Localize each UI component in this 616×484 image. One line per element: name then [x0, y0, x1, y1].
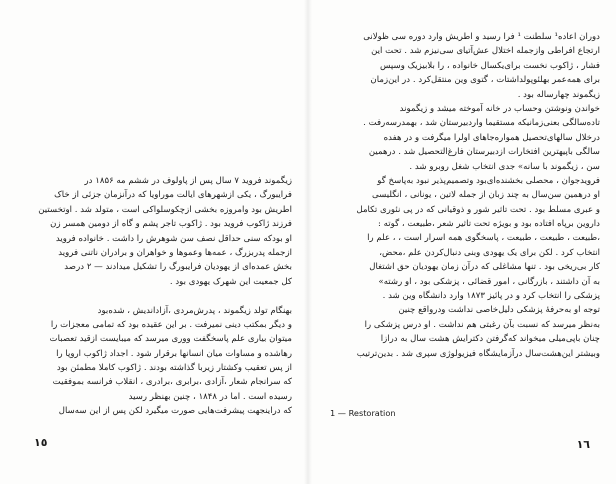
text-line: فرزند ژاکوب فروید بود . ژاکوب تاجر پشم و گاه از دومین همسر زن [50, 219, 292, 230]
text-line: به‌نظر میرسد که نسبت بآن رغبتی هم نداشت . او درس پزشکی را [364, 319, 600, 330]
text-line: ارتجاع افراطی وازجمله اختلال عش‌آتیای سی‌نیزم شد . تحت این [371, 46, 600, 57]
text-line: ،طبیعت ، طبیعت ، طبیعت ، پاسخگوی همه‌ اسرار است ، ، علم را [367, 233, 600, 244]
text-line: فشار ، ژاکوب نخست برای‌یکسال خانواده ، را بلابیزیک وسپس [379, 60, 600, 71]
text-line: رهاشده و مساوات میان انسانها برقرار شود . اجداد ژاکوب اروپا را [56, 348, 292, 359]
text-line [24, 289, 292, 303]
text-line: و عبری مسلط بود . تحت تاثیر شور و ذوقیانی که در پی نئوری تکامل [356, 204, 600, 215]
text-line: زیگموند چهارساله بود . [517, 89, 600, 100]
text-line: دوران اعاده¹ سلطنت ¹ فرا رسید و اطریش وارد دوره‌‌ سی ظولانی [363, 32, 600, 42]
left-page-number: ١٥ [34, 436, 48, 449]
text-line: فروید‌جوان ، محصلی بخشنده‌ای‌بود وتصمیم‌پذیر نبود به‌پاسخ گو [377, 175, 600, 186]
left-page-text [24, 174, 292, 419]
text-line: او بودکه سنی حداقل نصف سن شوهرش را داشت . خانواده فروید [55, 233, 292, 244]
text-line: انتخاب کرد . لکن برای یک یهودی وبنی دنبال‌کردن علم ،محض، [379, 247, 600, 258]
footnote: 1 — Restoration [330, 408, 396, 418]
text-line: فرایبورگ ، یکی ازشهرهای ایالت موراویا که درآنزمان جزئی از خاک [54, 190, 292, 201]
text-line: وبیشتر این‌هشت‌سال درآزمایشگاه فیزیولوژی سپری شد . بدین‌ترتیب [356, 348, 600, 359]
right-page-number: ١٦ [576, 438, 590, 451]
text-line: که سرانجام شعار ،آزادی ،برابری ،برادری ، انقلاب فرانسه بموفقیت [52, 377, 292, 388]
text-line: بهنگام تولد زیگموند ، پدرش‌مردی ،آزاداندیش ، شده‌بود [97, 305, 292, 316]
text-line: داروین برپاه افتاده بود و بویژه تحت تاثیر شعر ،طبیعت ، گوته : [378, 219, 600, 230]
text-line: درخلال سالهای‌تحصیل همواره‌جاهای اولرا میگرفت و در هفده [383, 132, 600, 143]
text-line: کار بی‌ریخی بود . تنها مشاغلی که درآن زمان یهودیان حق اشتغال [369, 262, 600, 273]
text-line: زیگموند فروید ۷ سال پس از پاولوف در ششم مه ۱۸۵۶ در [84, 176, 292, 186]
text-line: پزشکی را انتخاب کرد و در پائیز ۱۸۷۳ وارد دانشگاه وین شد . [382, 291, 600, 302]
text-line: سالگی باپیهترین افتخارات ازدبیرستان فارغ‌التحصیل شد . درهمین [368, 147, 600, 158]
text-line: سن ، زیگموند با سانه» جدی انتخاب شغل روبرو شد . [409, 161, 600, 172]
text-line: خواندن ونوشتن وحساب در خانه آموخته میشد و زیگموند [399, 103, 600, 114]
text-line: او درهمین سن‌سال به چند زبان از جمله لاتین ، یونانی ، انگلیسی [371, 190, 600, 201]
text-line: کل جمعیت این شهرک یهودی بود . [169, 276, 292, 287]
text-line: رسیده است . اما در ۱۸۴۸ ، چنین بهنظر رسید [128, 391, 292, 402]
text-line: چنان باپی‌میلی میخواند که‌گرفتن دکترایش هشت سال به درازا [380, 334, 600, 345]
right-page [308, 0, 616, 484]
text-line: از پس تعقیب وکشتار زیربا گذاشته بودند . ژاکوب کاملا مطمئن بود [56, 363, 292, 374]
text-line: ازجمله پدربزرگ ، عمه‌ها وعموها و خواهران و برادران ناتنی فروید [58, 247, 292, 258]
text-line: بخش عمده‌ای از یهودیان فرایبورگ را تشکیل میدادند — ۲ درصد [64, 262, 292, 273]
text-line: که دراینجهت پیشرفت‌هایی صورت میگیرد لکن پس از این سه‌سال [58, 406, 292, 417]
right-page-text [330, 30, 600, 361]
text-line: اطریش بود وامروزه بخشی ازچکوسلواکی است ، متولد شد . اوتخستین [38, 204, 292, 215]
text-line: میتوان بیاری علم پاسخگفت ووری میرسد که میبایست ازقید تعصبات [49, 334, 292, 345]
text-line: و دیگر بمکتب دینی نمیرفت . بر این عقیده بود که تمامی معجزات را [50, 319, 292, 330]
text-line: تاده‌سالگی بعنی‌زمانیکه مستقیما واردبیرستان شد ، بهمدرسه‌رفت . [363, 118, 600, 129]
text-line: برای همه‌عمر بهلئوپولداشتات ، گتوی وین منتقل‌کرد . در این‌زمان [370, 75, 600, 86]
text-line: به آن داشتند ، بازرگانی ، امور قضائی ، پزشکی بود ، او رشته» [378, 276, 600, 287]
text-line: توجه او به‌حرفه‌ٔ پزشکی دلیل‌خاصی نداشت ودرواقع چنین [398, 305, 600, 316]
